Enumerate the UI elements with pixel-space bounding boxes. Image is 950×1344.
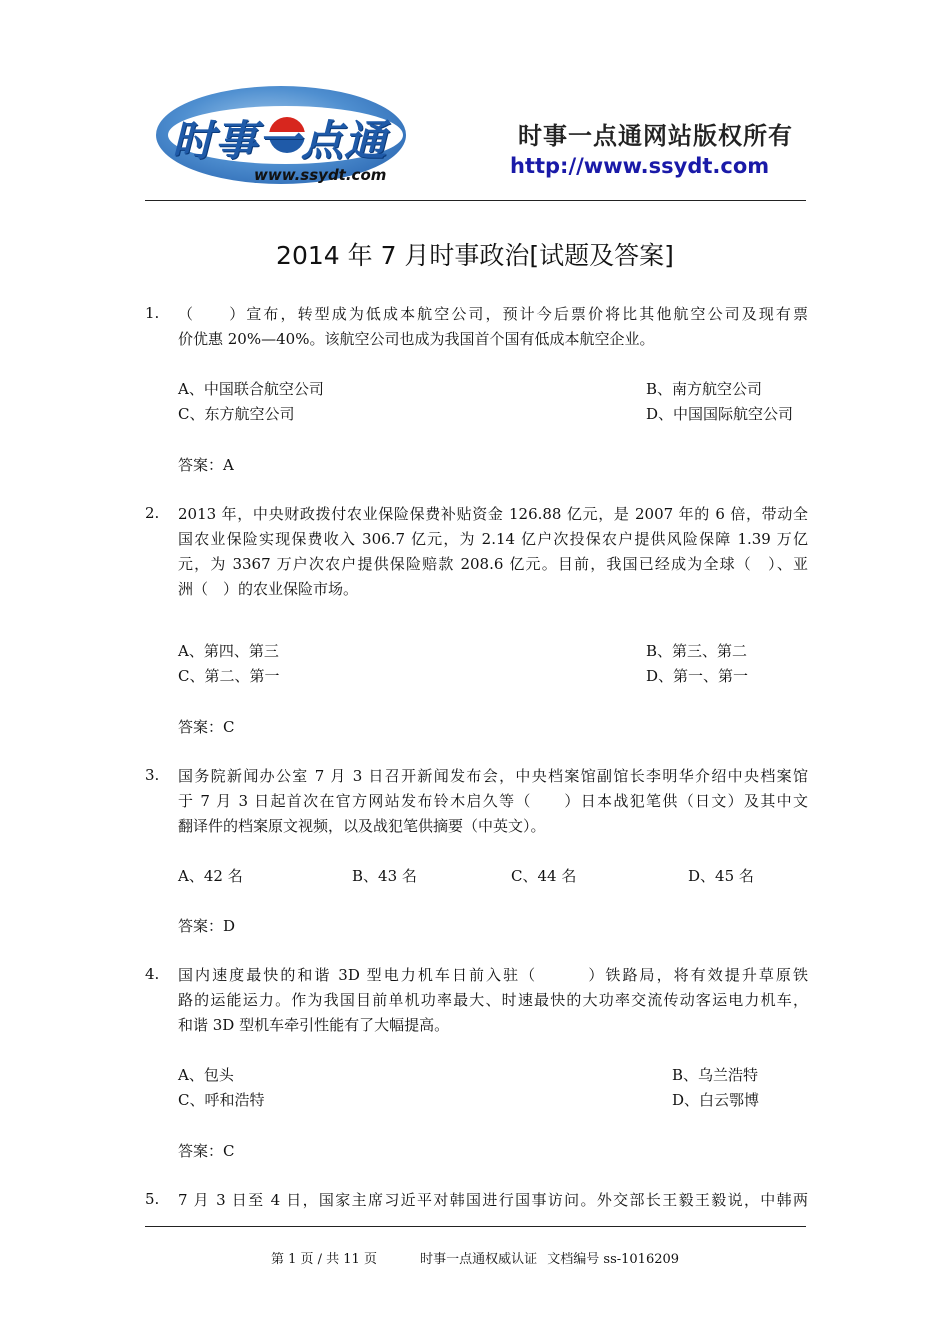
page-info: 第 1 页 / 共 11 页 bbox=[270, 1252, 377, 1267]
stem-line: 国务院新闻办公室 7 月 3 日召开新闻发布会，中央档案馆副馆长李明华介绍中央档案馆 bbox=[178, 767, 808, 785]
answer: 答案：D bbox=[178, 917, 236, 935]
document-number: 文档编号 ss-1016209 bbox=[547, 1252, 680, 1267]
question-stem bbox=[178, 302, 808, 352]
stem-line: 价优惠 20%—40%。该航空公司也成为我国首个国有低成本航空企业。 bbox=[178, 330, 655, 348]
option-b: B、乌兰浩特 bbox=[672, 1066, 759, 1084]
stem-line: 洲（ ）的农业保险市场。 bbox=[178, 580, 359, 598]
stem-line: 2013 年，中央财政拨付农业保险保费补贴资金 126.88 亿元，是 2007 年的 6 倍，带动全 bbox=[178, 505, 808, 523]
question-number: 1. bbox=[145, 304, 160, 322]
question-stem bbox=[178, 502, 808, 602]
copyright-notice: 时事一点通网站版权所有 bbox=[518, 122, 793, 150]
question-number: 3. bbox=[145, 766, 160, 784]
option-d: D、白云鄂博 bbox=[672, 1091, 760, 1109]
option-c: C、东方航空公司 bbox=[178, 405, 295, 423]
stem-line: 于 7 月 3 日起首次在官方网站发布铃木启久等（ ）日本战犯笔供（日文）及其中文 bbox=[178, 792, 808, 810]
header-divider bbox=[145, 200, 806, 201]
stem-line: 7 月 3 日至 4 日，国家主席习近平对韩国进行国事访问。外交部长王毅王毅说，中韩两 bbox=[178, 1191, 808, 1209]
stem-line: （ ）宣布，转型成为低成本航空公司，预计今后票价将比其他航空公司及现有票 bbox=[178, 305, 808, 323]
question-number: 5. bbox=[145, 1190, 160, 1208]
page-footer bbox=[0, 1248, 950, 1267]
stem-line: 国农业保险实现保费收入 306.7 亿元，为 2.14 亿户次投保农户提供风险保障 1.39 万亿 bbox=[178, 530, 808, 548]
certification: 时事一点通权威认证 bbox=[420, 1252, 538, 1267]
footer-divider bbox=[145, 1226, 806, 1227]
stem-line: 翻译件的档案原文视频，以及战犯笔供摘要（中英文）。 bbox=[178, 817, 546, 835]
site-logo bbox=[156, 86, 426, 190]
option-a: A、包头 bbox=[178, 1066, 234, 1084]
question-number: 4. bbox=[145, 965, 160, 983]
option-c: C、第二、第一 bbox=[178, 667, 280, 685]
question-number: 2. bbox=[145, 504, 160, 522]
option-d: D、第一、第一 bbox=[646, 667, 749, 685]
option-a: A、第四、第三 bbox=[178, 642, 279, 660]
option-b: B、43 名 bbox=[352, 867, 417, 885]
question-stem bbox=[178, 963, 808, 1038]
option-a: A、中国联合航空公司 bbox=[178, 380, 324, 398]
stem-line: 路的运能运力。作为我国目前单机功率最大、时速最快的大功率交流传动客运电力机车， bbox=[178, 991, 808, 1009]
option-d: D、中国国际航空公司 bbox=[646, 405, 794, 423]
site-url: http://www.ssydt.com bbox=[510, 154, 770, 178]
logo-url: www.ssydt.com bbox=[254, 166, 387, 184]
option-c: C、呼和浩特 bbox=[178, 1091, 265, 1109]
option-b: B、南方航空公司 bbox=[646, 380, 763, 398]
question-stem bbox=[178, 1188, 808, 1213]
option-a: A、42 名 bbox=[178, 867, 243, 885]
option-c: C、44 名 bbox=[511, 867, 577, 885]
stem-line: 国内速度最快的和谐 3D 型电力机车日前入驻（ ）铁路局，将有效提升草原铁 bbox=[178, 966, 808, 984]
answer: 答案：C bbox=[178, 1142, 235, 1160]
stem-line: 和谐 3D 型机车牵引性能有了大幅提高。 bbox=[178, 1016, 450, 1034]
option-d: D、45 名 bbox=[688, 867, 754, 885]
logo-text: 时事一点通 bbox=[172, 116, 388, 165]
answer: 答案：C bbox=[178, 718, 235, 736]
answer: 答案：A bbox=[178, 456, 234, 474]
option-b: B、第三、第二 bbox=[646, 642, 748, 660]
stem-line: 元，为 3367 万户次农户提供保险赔款 208.6 亿元。目前，我国已经成为全球（ ）、亚 bbox=[178, 555, 808, 573]
question-stem bbox=[178, 764, 808, 839]
document-title: 2014 年 7 月时事政治[试题及答案] bbox=[276, 241, 674, 270]
